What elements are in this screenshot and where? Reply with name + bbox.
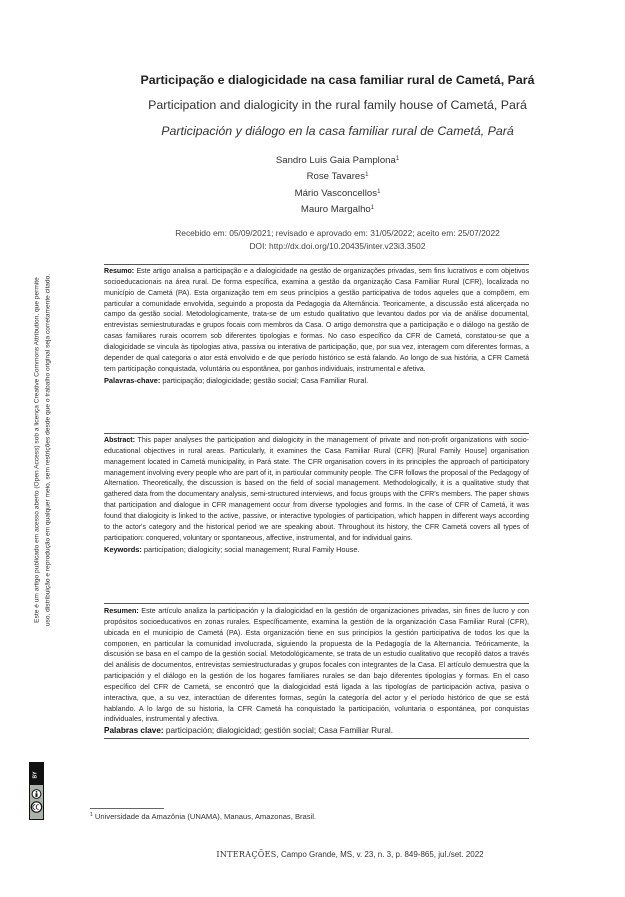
title-english: Participation and dialogicity in the rural family house of Cametá, Pará: [148, 98, 527, 112]
author-list: [70, 153, 605, 219]
author: [70, 169, 605, 185]
abstract-portuguese: [104, 264, 529, 386]
title-spanish: Participación y diálogo en la casa familiar rural de Cametá, Pará: [161, 124, 514, 138]
abstract-paragraph: [104, 436, 529, 544]
license-note-line: uso, distribuição e reprodução em qualquer meio, sem restrições desde que o trabalho original seja corretamente citado.: [44, 273, 51, 627]
keywords-label: Palavras-chave:: [104, 376, 161, 386]
author-name: Mário Vasconcellos: [294, 187, 378, 199]
license-note-line: Este é um artigo publicado em acesso aberto (Open Access) sob a licença Creative Commons Attribution, que permite: [33, 277, 41, 623]
doi-link[interactable]: DOI: http://dx.doi.org/10.20435/inter.v23i3.3502: [249, 240, 426, 251]
affiliation-mark: 1: [395, 156, 400, 162]
keywords-label: Keywords:: [104, 545, 142, 555]
dates-line: Recebido em: 05/09/2021; revisado e aprovado em: 31/05/2022; aceito em: 25/07/2022: [175, 228, 500, 238]
author: [70, 186, 605, 202]
keywords-text: participation; dialogicity; social management; Rural Family House.: [141, 545, 360, 555]
affiliation-mark: 1: [365, 172, 369, 179]
author: [70, 153, 605, 169]
author-name: Rose Tavares: [306, 171, 366, 183]
cc-by-icon: [30, 763, 45, 821]
abstract-label: Abstract:: [104, 437, 135, 444]
affiliation-mark: 1: [377, 188, 381, 195]
cc-badge-label: BY: [32, 771, 39, 779]
abstract-label: Resumen:: [104, 606, 139, 615]
submission-dates: [70, 227, 605, 252]
author-name: Sandro Luis Gaia Pamplona: [275, 155, 396, 166]
abstract-paragraph: [104, 267, 529, 375]
keywords-line: [104, 375, 529, 386]
journal-name: INTERAÇÕES: [216, 850, 277, 859]
footnote-mark: 1: [90, 812, 93, 818]
abstract-english: [104, 433, 529, 555]
author-name: Mauro Margalho: [300, 204, 371, 216]
keywords-label: Palabras clave:: [104, 726, 164, 736]
author: [70, 202, 605, 218]
keywords-text: participação; dialogicidade; gestão social; Casa Familiar Rural.: [160, 376, 369, 386]
footnote-text: Universidade da Amazônia (UNAMA), Manaus, Amazonas, Brasil.: [92, 812, 317, 821]
footnote: [90, 812, 316, 821]
creative-commons-badge[interactable]: [29, 762, 44, 820]
keywords-line: [104, 725, 529, 738]
abstract-label: Resumo:: [104, 268, 135, 275]
abstract-text: Este artigo analisa a participação e a dialogicidade na gestão de organizações privadas, sem fins lucrativos e com objetivos socioeducacionais na área rural. De forma específica, examina a gestão da organização Casa Familiar Rural (CFR), localizada no município de Cametá (PA). Esta organização tem em seus princípios a gestão participativa de todos aqueles que a compõem, em particular a comunidade envolvida, seguindo a proposta da Pedagogia da Alternância. Teoricamente, a discussão está alicerçada no campo da gestão social. Metodologicamente, trata-se de um estudo qualitativo que levantou dados por via de análise documental, entrevistas semiestruturadas e grupos focais com membros da Casa. O artigo demonstra que a participação e o diálogo na gestão de casas familiares rurais ocorrem sob diferentes tipologias e formas. No caso específico da CFR de Cametá, constatou-se que a dialogicidade se vincula às tipologias ativa, passiva ou interativa de participação, que, por sua vez, interagem com diferentes formas, a depender de qual categoria o ator está envolvido e de que período histórico se está falando. Ao longo de sua história, a CFR Cametá tem participação conquistada, voluntária ou espontânea, por ganhos individuais, instrumental e afetiva.: [104, 268, 529, 373]
footnote-divider: [90, 808, 164, 809]
journal-citation: , Campo Grande, MS, v. 23, n. 3, p. 849-865, jul./set. 2022: [276, 850, 484, 859]
license-note: [32, 215, 53, 685]
title-portuguese: Participação e dialogicidade na casa familiar rural de Cametá, Pará: [140, 73, 535, 87]
abstract-text: Este artículo analiza la participación y la dialogicidad en la gestión de organizaciones privadas, sin fines de lucro y con propósitos socioeducativos en zonas rurales. Específicamente, examina la gestión de la organización Casa Familiar Rural (CFR), ubicada en el municipio de Cametá (PA). Esta organización tiene en sus principios la gestión participativa de todos los que la componen, en particular la comunidad involucrada, siguiendo la propuesta de la Pedagogía de la Alternancia. Teóricamente, la discusión se basa en el campo de la gestión social. Metodológicamente, se trata de un estudio cualitativo que recopiló datos a través del análisis de documentos, entrevistas semiestructuradas y grupos focales con integrantes de la Casa. El artículo demuestra que la participación y el diálogo en la gestión de los hogares familiares rurales se dan bajo diferentes tipologías y formas. En el caso específico del CFR de Cametá, se encontró que la dialogicidad está ligada a las tipologías de participación activa, pasiva o interactiva, que, a su vez, interactúan de diferentes formas, según la categoría del actor y el período histórico de que se está hablando. A lo largo de su historia, la CFR Cametá ha conquistado la participación, voluntaria o espontánea, por conquistas individuales, instrumental y afectiva.: [104, 606, 529, 724]
abstract-paragraph: [104, 606, 529, 725]
abstract-text: This paper analyses the participation and dialogicity in the management of private and non-profit organizations with socio-educational objectives in rural areas. Particularly, it examines the Casa Familiar Rural (CFR) [Rural Family House] organisation management located in Cametá municipality, in Pará state. The CFR organisation covers in its principles the approach of participatory management involving every people who are part of it, in particular community people. The CFR follows the proposal of the Pedagogy of Alternation. Theoretically, the discussion is based on the field of social management. Methodologically, it is a qualitative study that gathered data from the documentary analysis, semi-structured interviews, and focus groups with the CFR's members. The paper shows that participation and dialogue in CFR management occur from diverse typologies and forms. In the case of CFR of Cametá, it was found that dialogicity is linked to the active, passive, or interactive typologies of participation, which happen in different ways according to the actor's category and the historical period we are speaking about. Throughout its history, the CFR Cametá covers all types of participation: conquered, voluntary or spontaneous, affective, instrumental, and for individual gains.: [104, 437, 529, 542]
keywords-line: [104, 544, 529, 555]
affiliation-mark: 1: [370, 205, 375, 212]
journal-footer: [150, 850, 550, 859]
abstract-spanish: [104, 603, 529, 739]
keywords-text: participación; dialogicidad; gestión social; Casa Familiar Rural.: [163, 726, 393, 736]
